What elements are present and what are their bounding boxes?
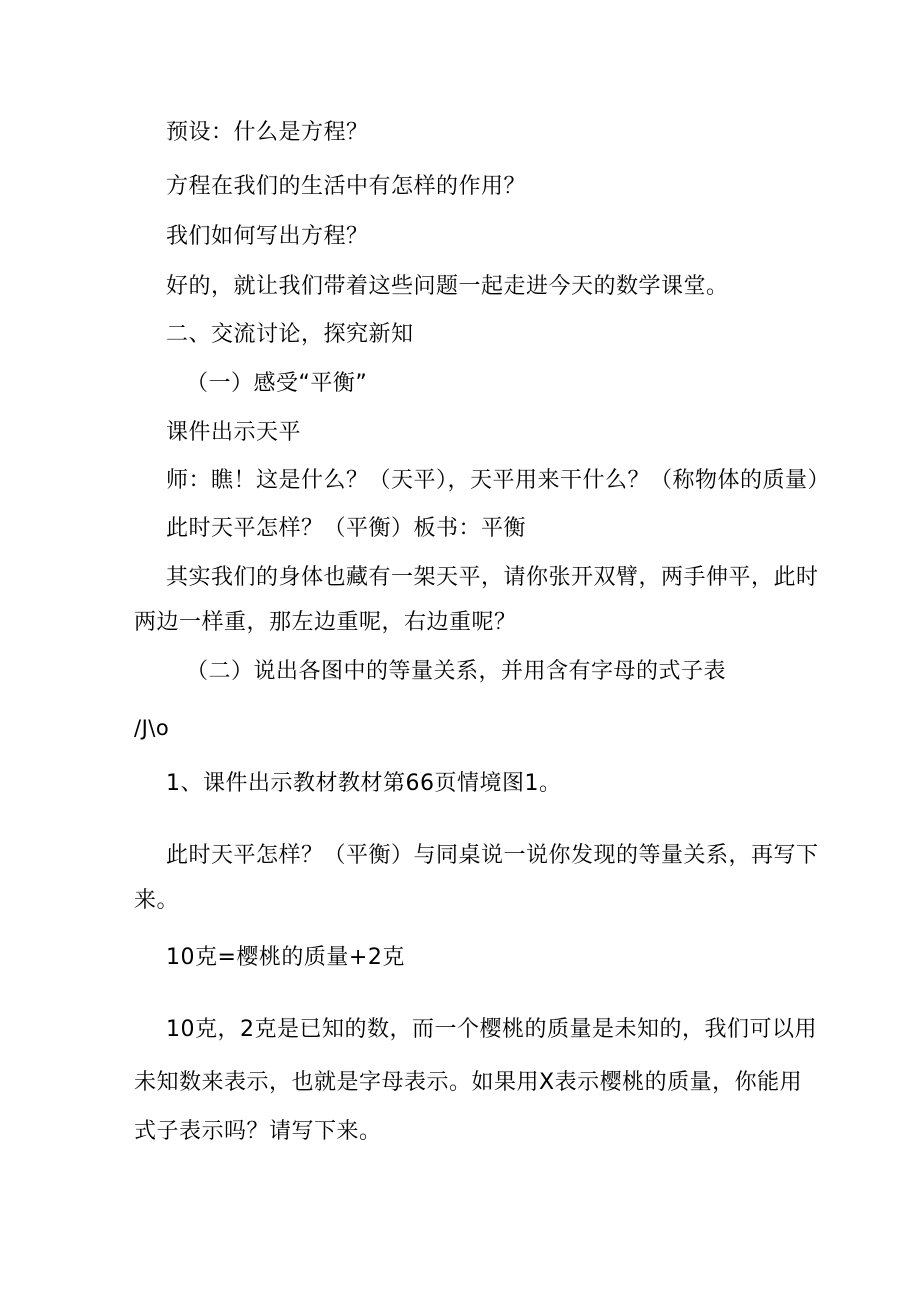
- paragraph-unknown-2: 未知数来表示，也就是字母表示。如果用X表示樱桃的质量，你能用: [134, 1070, 803, 1095]
- paragraph-how-to-write: 我们如何写出方程？: [166, 224, 369, 249]
- ocr-fragment: /J\o: [134, 716, 170, 740]
- equation-line: 10克=樱桃的质量+2克: [166, 945, 405, 970]
- paragraph-discuss-2: 来。: [134, 888, 180, 913]
- paragraph-unknown-3: 式子表示吗？请写下来。: [134, 1119, 382, 1144]
- paragraph-show-balance: 课件出示天平: [166, 420, 302, 445]
- paragraph-unknown-1: 10克，2克是已知的数，而一个樱桃的质量是未知的，我们可以用: [166, 1017, 817, 1042]
- paragraph-show-figure: 1、课件出示教材教材第66页情境图1。: [166, 771, 562, 796]
- paragraph-teacher-question: 师：瞧！这是什么？（天平），天平用来干什么？（称物体的质量）: [166, 468, 831, 493]
- subsection-heading-1: （一）感受“平衡”: [186, 371, 368, 396]
- paragraph-body-balance-2: 两边一样重，那左边重呢，右边重呢？: [134, 610, 517, 635]
- paragraph-intro-class: 好的，就让我们带着这些问题一起走进今天的数学课堂。: [166, 274, 729, 299]
- section-heading-2: 二、交流讨论，探究新知: [166, 322, 414, 347]
- subsection-heading-2: （二）说出各图中的等量关系，并用含有字母的式子表: [186, 659, 727, 684]
- paragraph-discuss-1: 此时天平怎样？（平衡）与同桌说一说你发现的等量关系，再写下: [166, 843, 819, 868]
- paragraph-equation-role: 方程在我们的生活中有怎样的作用？: [166, 174, 527, 199]
- paragraph-body-balance-1: 其实我们的身体也藏有一架天平，请你张开双臂，两手伸平，此时: [166, 565, 819, 590]
- paragraph-balance-state: 此时天平怎样？（平衡）板书：平衡: [166, 516, 527, 541]
- paragraph-preset-question: 预设：什么是方程？: [166, 120, 369, 145]
